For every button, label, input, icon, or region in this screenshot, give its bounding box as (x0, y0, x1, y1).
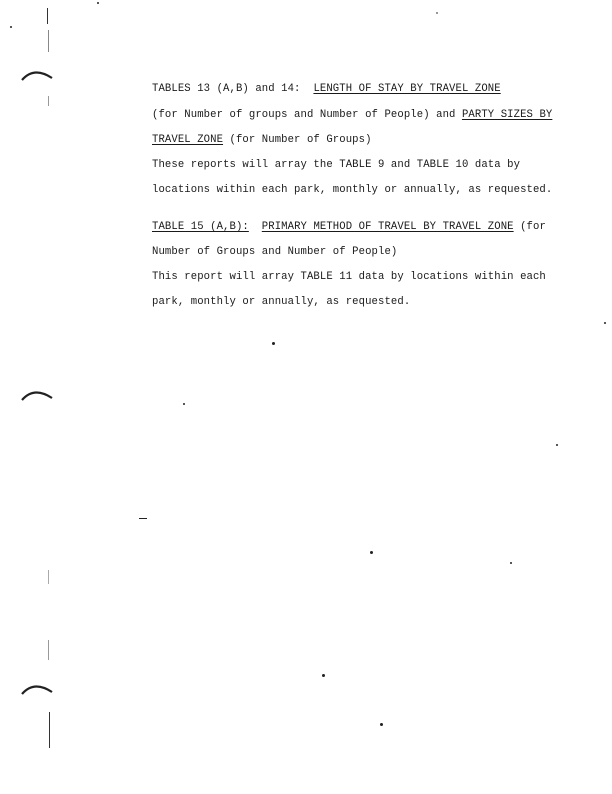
section1-line3-plain: (for Number of Groups) (223, 134, 372, 146)
scan-speck (272, 342, 275, 345)
scan-edge-mark (49, 712, 50, 748)
section1-line3 (152, 134, 372, 147)
section2-line3: This report will array TABLE 11 data by locations within each (152, 271, 546, 283)
section2-heading-gap (249, 221, 262, 233)
section1-heading-underlined: LENGTH OF STAY BY TRAVEL ZONE (313, 83, 501, 95)
scan-speck (604, 322, 606, 324)
section2-line2: Number of Groups and Number of People) (152, 246, 398, 258)
section1-line5: locations within each park, monthly or annually, as requested. (152, 184, 553, 196)
section1-line2 (152, 109, 552, 122)
scan-speck (97, 2, 99, 4)
scan-speck (139, 518, 147, 519)
binder-hole-mark-bottom (20, 678, 54, 698)
section2-heading-underlined-a: TABLE 15 (A,B): (152, 221, 249, 233)
section2-heading-underlined-b: PRIMARY METHOD OF TRAVEL BY TRAVEL ZONE (261, 221, 514, 233)
binder-hole-mark-top (20, 64, 54, 84)
scan-edge-mark (48, 96, 49, 106)
scan-speck (556, 444, 558, 446)
scan-speck (510, 562, 512, 564)
binder-hole-mark-middle (20, 384, 54, 404)
section1-heading-prefix: TABLES 13 (A,B) and 14: (152, 83, 314, 95)
scan-speck (10, 26, 12, 28)
section2-line4: park, monthly or annually, as requested. (152, 296, 411, 308)
section1-line2-underlined: PARTY SIZES BY (461, 109, 553, 121)
section1-heading (152, 83, 501, 96)
section2-heading-suffix: (for (513, 221, 546, 233)
scan-edge-mark (48, 30, 49, 52)
section1-line3-underlined: TRAVEL ZONE (152, 134, 224, 146)
scan-edge-mark (48, 570, 49, 584)
scan-speck (183, 403, 185, 405)
scan-speck (370, 551, 373, 554)
scan-speck (322, 674, 325, 677)
scan-edge-mark (48, 640, 49, 660)
scan-edge-mark (47, 8, 48, 24)
scan-speck (380, 723, 383, 726)
scan-speck (436, 12, 438, 14)
section1-line2-plain: (for Number of groups and Number of People) and (152, 109, 462, 121)
section2-heading (152, 221, 546, 234)
section1-line4: These reports will array the TABLE 9 and TABLE 10 data by (152, 159, 521, 171)
